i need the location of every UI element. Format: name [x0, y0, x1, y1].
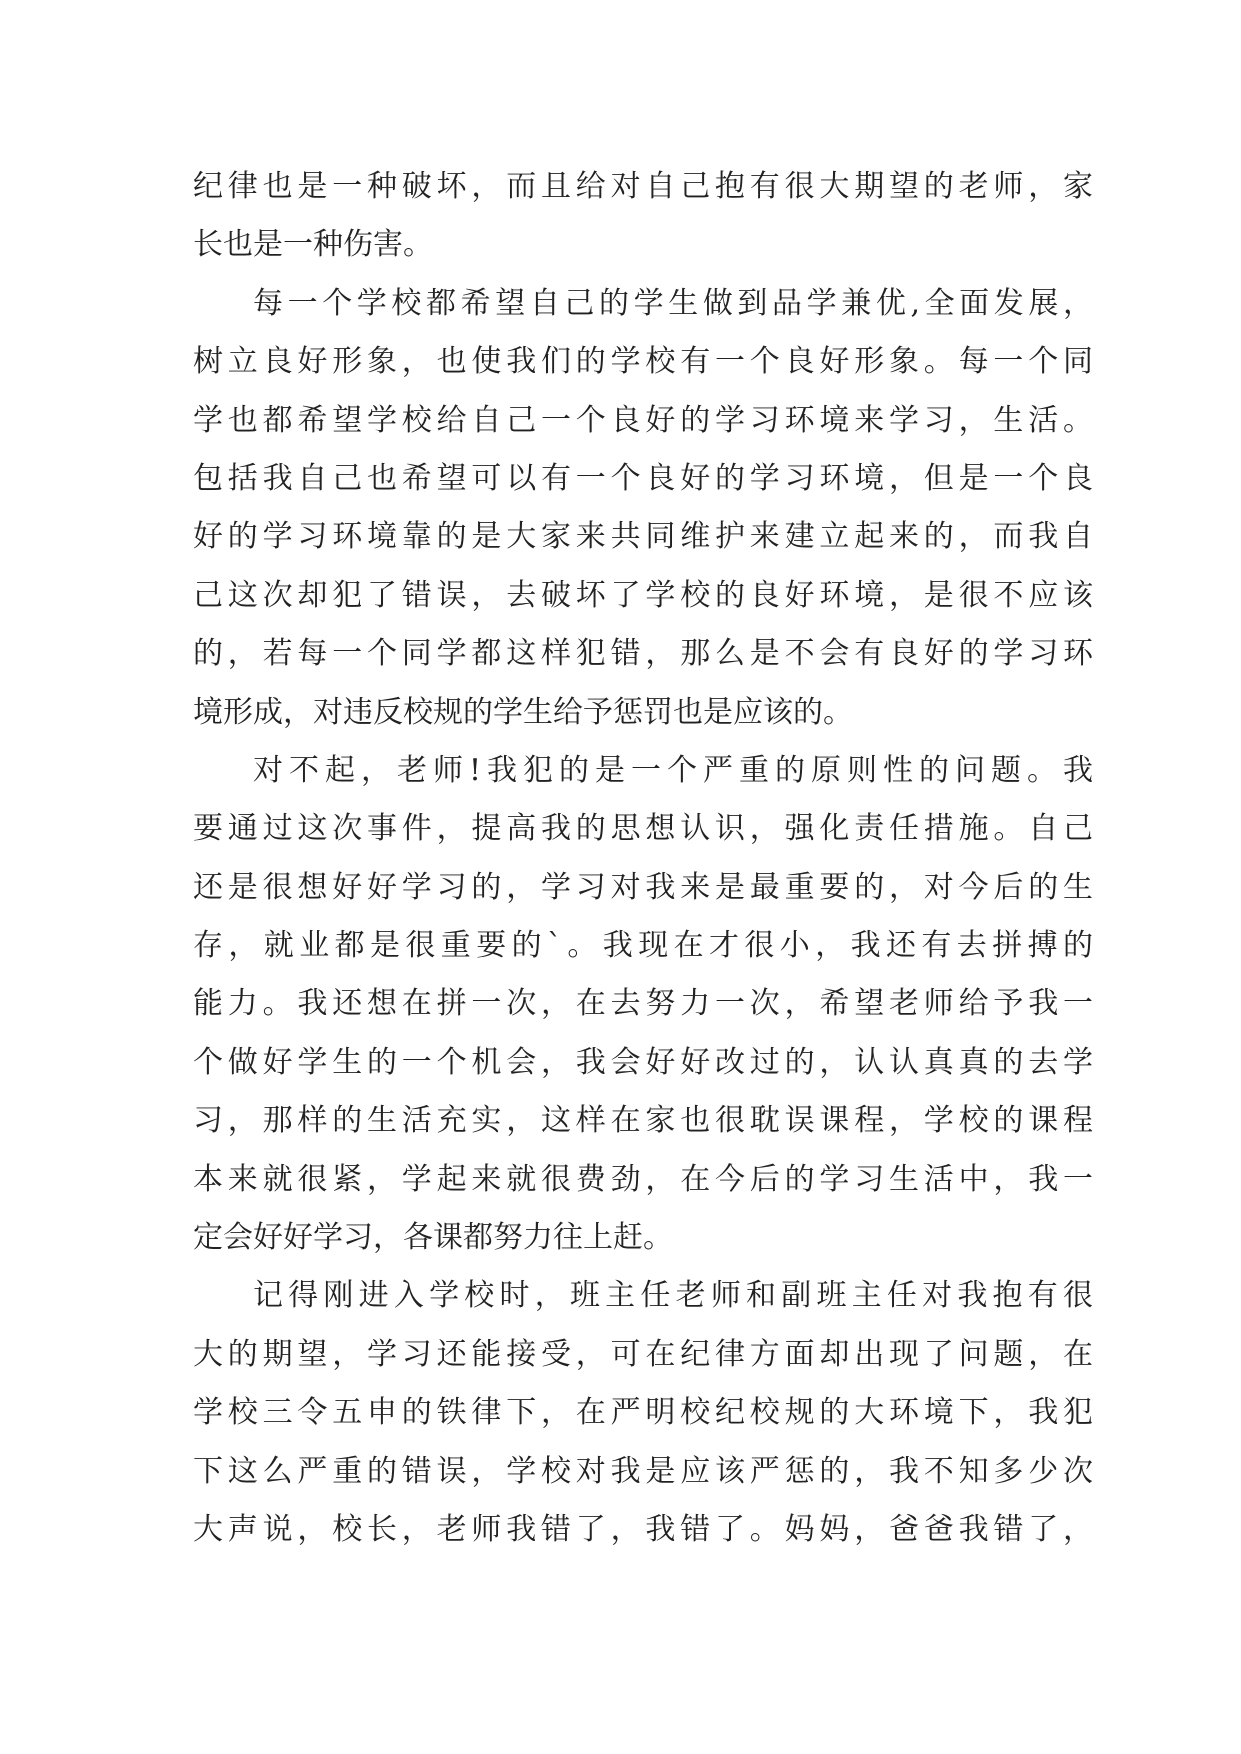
text-line: 个做好学生的一个机会，我会好好改过的，认认真真的去学: [193, 1044, 1093, 1080]
body-text: [193, 158, 1093, 1559]
text-line: 树立良好形象，也使我们的学校有一个良好形象。每一个同: [193, 344, 1093, 380]
text-line: 要通过这次事件，提高我的思想认识，强化责任措施。自己: [193, 811, 1093, 847]
text-line: 习，那样的生活充实，这样在家也很耽误课程，学校的课程: [193, 1103, 1093, 1139]
text-line: 对不起，老师!我犯的是一个严重的原则性的问题。我: [253, 752, 1093, 788]
text-line: 学校三令五申的铁律下，在严明校纪校规的大环境下，我犯: [193, 1395, 1093, 1431]
text-line: 每一个学校都希望自己的学生做到品学兼优,全面发展，: [253, 285, 1093, 321]
text-line: 包括我自己也希望可以有一个良好的学习环境，但是一个良: [193, 460, 1093, 496]
text-line: 纪律也是一种破坏，而且给对自己抱有很大期望的老师，家: [193, 169, 1093, 204]
text-line: 本来就很紧，学起来就很费劲，在今后的学习生活中，我一: [193, 1161, 1093, 1197]
text-line: 能力。我还想在拼一次，在去努力一次，希望老师给予我一: [193, 986, 1093, 1022]
text-line: 境形成，对违反校规的学生给予惩罚也是应该的。: [193, 694, 853, 730]
text-line: 学也都希望学校给自己一个良好的学习环境来学习，生活。: [193, 402, 1093, 438]
text-line: 的，若每一个同学都这样犯错，那么是不会有良好的学习环: [193, 636, 1093, 672]
text-line: 下这么严重的错误，学校对我是应该严惩的，我不知多少次: [193, 1453, 1093, 1489]
text-line: 长也是一种伤害。: [193, 227, 433, 263]
text-line: 大的期望，学习还能接受，可在纪律方面却出现了问题，在: [193, 1336, 1093, 1372]
text-line: 己这次却犯了错误，去破坏了学校的良好环境，是很不应该: [193, 577, 1093, 613]
text-line: 存，就业都是很重要的`。我现在才很小，我还有去拼搏的: [193, 928, 1093, 964]
text-line: 还是很想好好学习的，学习对我来是最重要的，对今后的生: [193, 869, 1093, 905]
text-line: 好的学习环境靠的是大家来共同维护来建立起来的，而我自: [193, 519, 1093, 555]
text-line: 定会好好学习，各课都努力往上赶。: [193, 1220, 673, 1256]
text-line: 记得刚进入学校时，班主任老师和副班主任对我抱有很: [253, 1278, 1093, 1314]
text-line: 大声说，校长，老师我错了，我错了。妈妈，爸爸我错了，: [193, 1511, 1093, 1547]
